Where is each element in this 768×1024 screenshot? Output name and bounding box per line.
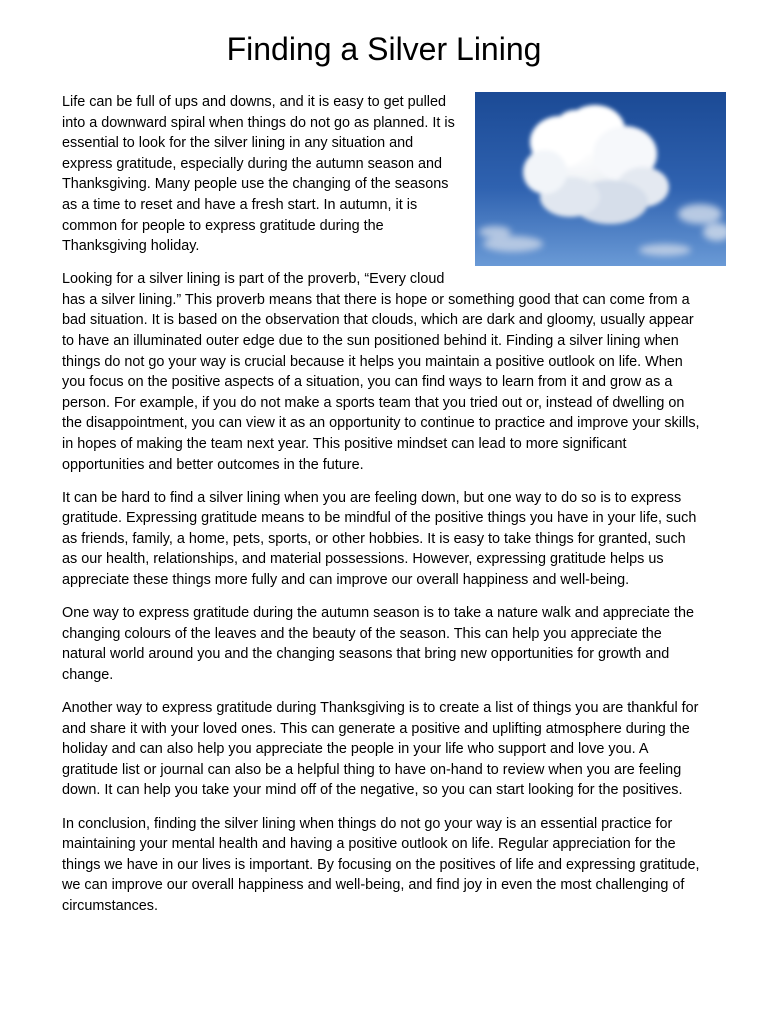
cloud-photo-icon <box>475 92 726 266</box>
page-title: Finding a Silver Lining <box>226 31 542 67</box>
paragraph-thanksgiving-list: Another way to express gratitude during Thanksgiving is to create a list of things you are thankful for and share it with your loved ones. This can generate a positive and uplifting atmosphere during the holiday and can also help you appreciate the people in your life who support and love you. A gratitude list or journal can also be a helpful thing to have on-hand to review when you are feeling down. It can help you take your mind off of the negative, so you can start looking for the positives. <box>62 700 699 799</box>
paragraph-gratitude: It can be hard to find a silver lining when you are feeling down, but one way to do so is to express gratitude. Expressing gratitude means to be mindful of the positive things you have in your life, such as friends, family, a home, pets, sports, or other hobbies. It is easy to take things for granted, such as our health, relationships, and material possessions. However, expressing gratitude helps us appreciate these things more fully and can improve our overall happiness and well-being. <box>62 489 697 589</box>
article-body <box>62 92 704 929</box>
paragraph-nature-walk: One way to express gratitude during the autumn season is to take a nature walk and appreciate the changing colours of the leaves and the beauty of the season. This can help you appreciate the natural world around you and the changing seasons that bring new opportunities for growth and change. <box>62 605 694 683</box>
paragraph-intro: Life can be full of ups and downs, and it is easy to get pulled into a downward spiral when things do not go as planned. It is essential to look for the silver lining in any situation and express gratitude, especially during the autumn season and Thanksgiving. Many people use the changing of the seasons as a time to reset and have a fresh start. In autumn, it is common for people to express gratitude during the Thanksgiving holiday. <box>62 94 455 255</box>
paragraph-proverb: Looking for a silver lining is part of the proverb, “Every cloud has a silver lining.” This proverb means that there is hope or something good that can come from a bad situation. It is based on the observation that clouds, which are dark and gloomy, usually appear to have an illuminated outer edge due to the sun positioned behind it. Finding a silver lining when things do not go your way is crucial because it helps you maintain a positive outlook on life. When you focus on the positive aspects of a situation, you can find ways to learn from it and grow as a person. For example, if you do not make a sports team that you tried out or, instead of dwelling on the disappointment, you can view it as an opportunity to continue to practice and improve your skills, in hopes of making the team next year. This positive mindset can lead to more significant opportunities and better outcomes in the future. <box>62 271 700 473</box>
paragraph-conclusion: In conclusion, finding the silver lining when things do not go your way is an essential practice for maintaining your mental health and having a positive outlook on life. Regular appreciation for the things we have in our lives is important. By focusing on the positives of life and expressing gratitude, we can improve our overall happiness and well-being, and find joy in even the most challenging of circumstances. <box>62 815 700 914</box>
